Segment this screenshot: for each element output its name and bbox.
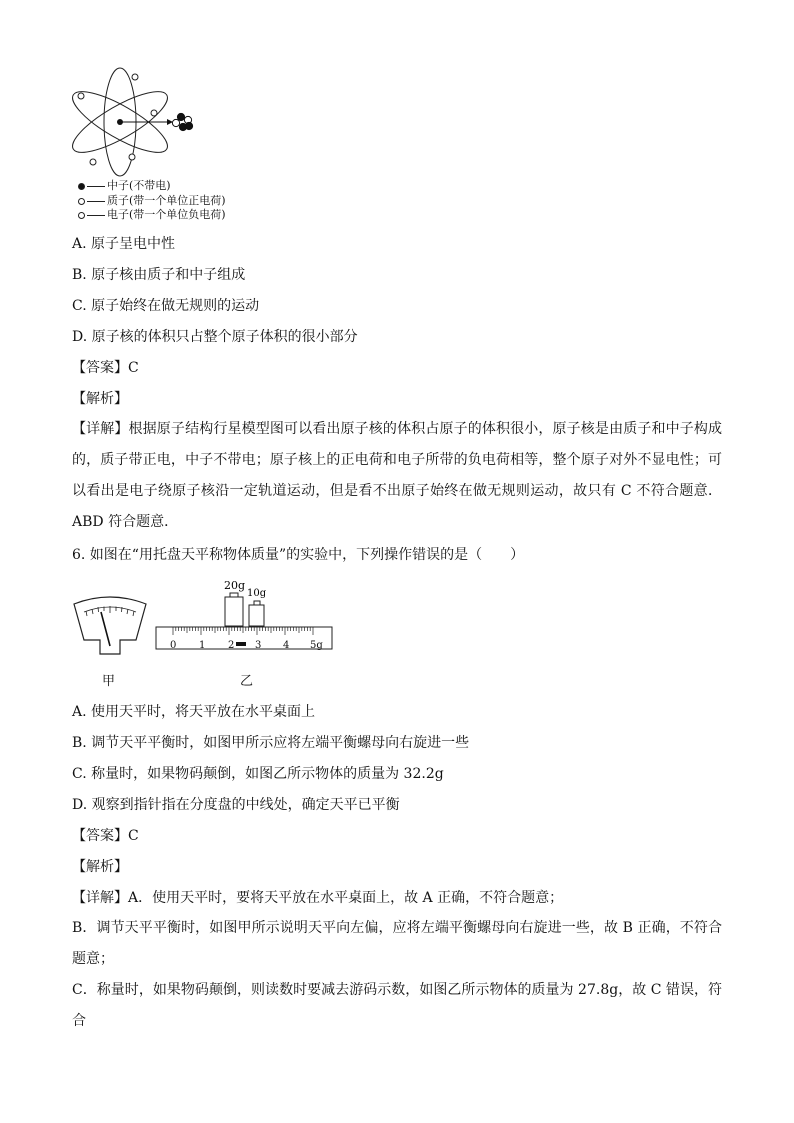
q5-analysis-label: 【解析】 [72, 391, 128, 407]
legend-electron: 电子(带一个单位负电荷) [78, 208, 226, 222]
q6-analysis-label: 【解析】 [72, 859, 128, 875]
q6-answer: 【答案】C [72, 828, 139, 844]
q6-detail-a: 【详解】A．使用天平时，要将天平放在水平桌面上，故 A 正确，不符合题意； [72, 890, 564, 906]
q5-option-a: A. 原子呈电中性 [72, 236, 176, 252]
scale-label-3: 3 [255, 640, 262, 651]
scale-label-0: 0 [170, 640, 177, 651]
figure-caption-a: 甲 [102, 674, 116, 689]
q5-option-b: B. 原子核由质子和中子组成 [72, 267, 246, 283]
q5-answer: 【答案】C [72, 360, 139, 376]
q5-option-c: C. 原子始终在做无规则的运动 [72, 298, 260, 314]
weight-small-label: 10g [247, 588, 267, 599]
q6-option-b: B. 调节天平平衡时，如图甲所示应将左端平衡螺母向右旋进一些 [72, 735, 470, 751]
weight-10g [249, 601, 264, 626]
scale-label-2: 2 [228, 640, 235, 651]
balance-dial-figure [70, 594, 150, 660]
electron-icon [78, 212, 85, 219]
weights-scale-figure [150, 574, 340, 654]
q6-option-a: A. 使用天平时，将天平放在水平桌面上 [72, 704, 316, 720]
q6-detail-b: B．调节天平平衡时，如图甲所示说明天平向左偏，应将左端平衡螺母向右旋进一些，故 B 正确，不符合题意； [72, 920, 722, 967]
weight-20g [225, 593, 243, 626]
q6-option-c: C. 称量时，如果物码颠倒，如图乙所示物体的质量为 32.2g [72, 766, 444, 782]
weight-big-label: 20g [224, 579, 246, 592]
q6-stem: 6. 如图在“用托盘天平称物体质量”的实验中，下列操作错误的是（ ） [72, 547, 525, 563]
legend-neutron: 中子(不带电) [78, 179, 171, 193]
rider [236, 642, 246, 646]
scale-label-1: 1 [199, 640, 206, 651]
q6-option-d: D. 观察到指针指在分度盘的中线处，确定天平已平衡 [72, 797, 400, 813]
neutron-icon [78, 183, 85, 190]
legend-proton: 质子(带一个单位正电荷) [78, 194, 226, 208]
scale-label-4: 4 [283, 640, 290, 651]
figure-caption-b: 乙 [240, 674, 254, 689]
proton-icon [78, 198, 85, 205]
q6-detail-c: C．称量时，如果物码颠倒，则读数时要减去游码示数，如图乙所示物体的质量为 27.8g，故 C 错误，符合 [72, 982, 722, 1029]
scale-label-5: 5g [310, 640, 323, 651]
q5-detail: 【详解】根据原子结构行星模型图可以看出原子核的体积占原子的体积很小，原子核是由质子和中子构成的，质子带正电，中子不带电；原子核上的正电荷和电子所带的负电荷相等，整个原子对外不显电性；可以看出是电子绕原子核沿一定轨道运动，但是看不出原子始终在做无规则运动，故只有 C 不符合题意．ABD 符合题意． [72, 421, 722, 530]
q5-option-d: D. 原子核的体积只占整个原子体积的很小部分 [72, 329, 358, 345]
atom-model-figure [64, 60, 204, 180]
nucleus-enlarged [172, 113, 192, 130]
